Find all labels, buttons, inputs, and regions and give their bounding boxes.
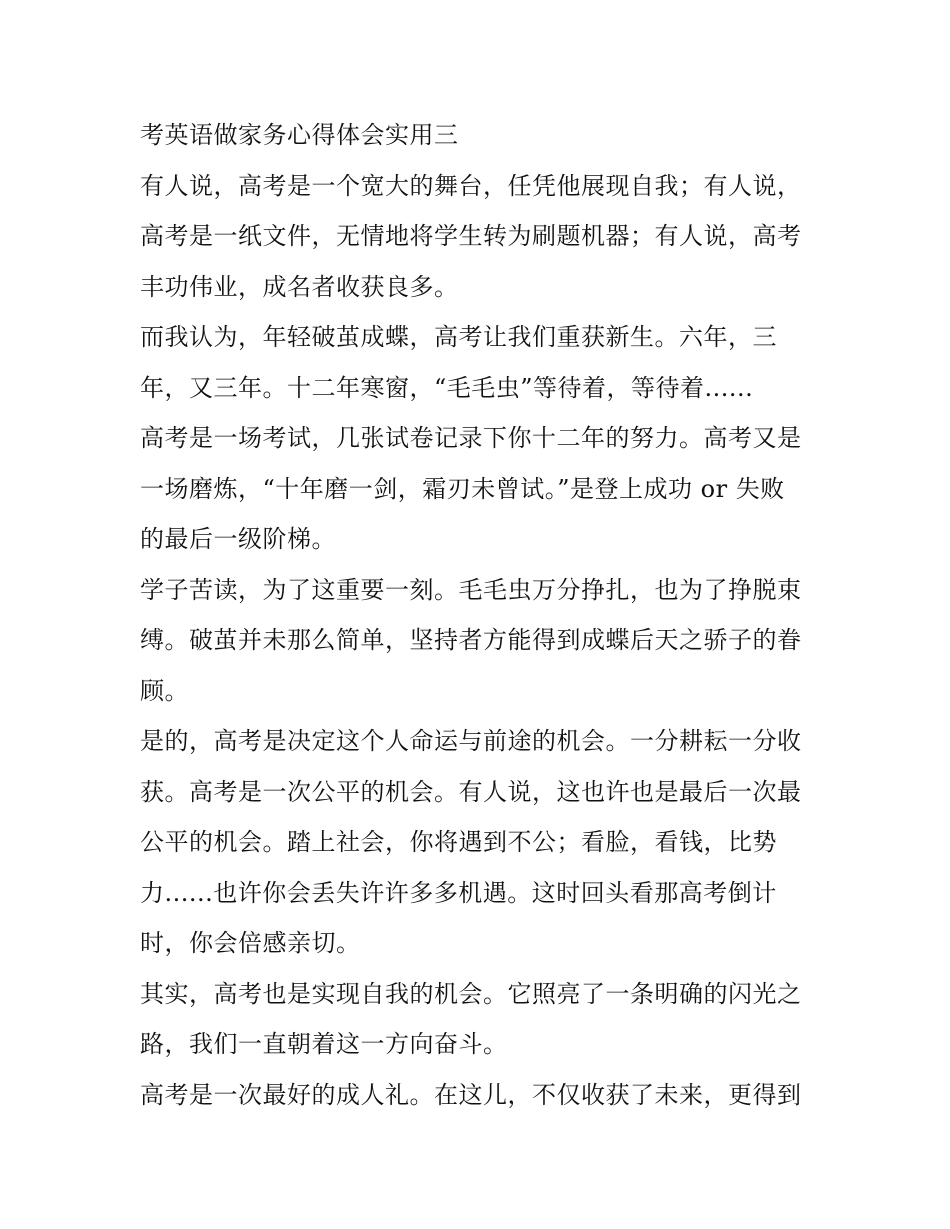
document-title: 考英语做家务心得体会实用三 [140, 121, 459, 149]
paragraph-3: 高考是一场考试，几张试卷记录下你十二年的努力。高考又是 一场磨炼，“十年磨一剑，霜刃未曾试。”是登上成功 or 失败 的最后一级阶梯。 [140, 424, 802, 553]
paragraph-2: 而我认为，年轻破茧成蝶，高考让我们重获新生。六年，三 年，又三年。十二年寒窗，“毛毛虫”等待着，等待着...... [140, 323, 777, 402]
paragraph-5: 是的，高考是决定这个人命运与前途的机会。一分耕耘一分收 获。高考是一次公平的机会。有人说，这也许也是最后一次最 公平的机会。踏上社会，你将遇到不公；看脸，看钱，比势 力......也许你会丢失许许多多机遇。这时回头看那高考倒计 时，你会倍感亲切。 [140, 727, 802, 957]
paragraph-7: 高考是一次最好的成人礼。在这儿，不仅收获了未来，更得到 [140, 1080, 802, 1109]
paragraph-1: 有人说，高考是一个宽大的舞台，任凭他展现自我；有人说， 高考是一纸文件，无情地将学生转为刷题机器；有人说，高考 丰功伟业，成名者收获良多。 [140, 171, 802, 301]
paragraph-4: 学子苦读，为了这重要一刻。毛毛虫万分挣扎，也为了挣脱束 缚。破茧并未那么简单，坚持者方能得到成蝶后天之骄子的眷 顾。 [140, 575, 802, 705]
document-body [140, 110, 815, 1120]
paragraph-6: 其实，高考也是实现自我的机会。它照亮了一条明确的闪光之 路，我们一直朝着这一方向奋斗。 [140, 979, 802, 1058]
